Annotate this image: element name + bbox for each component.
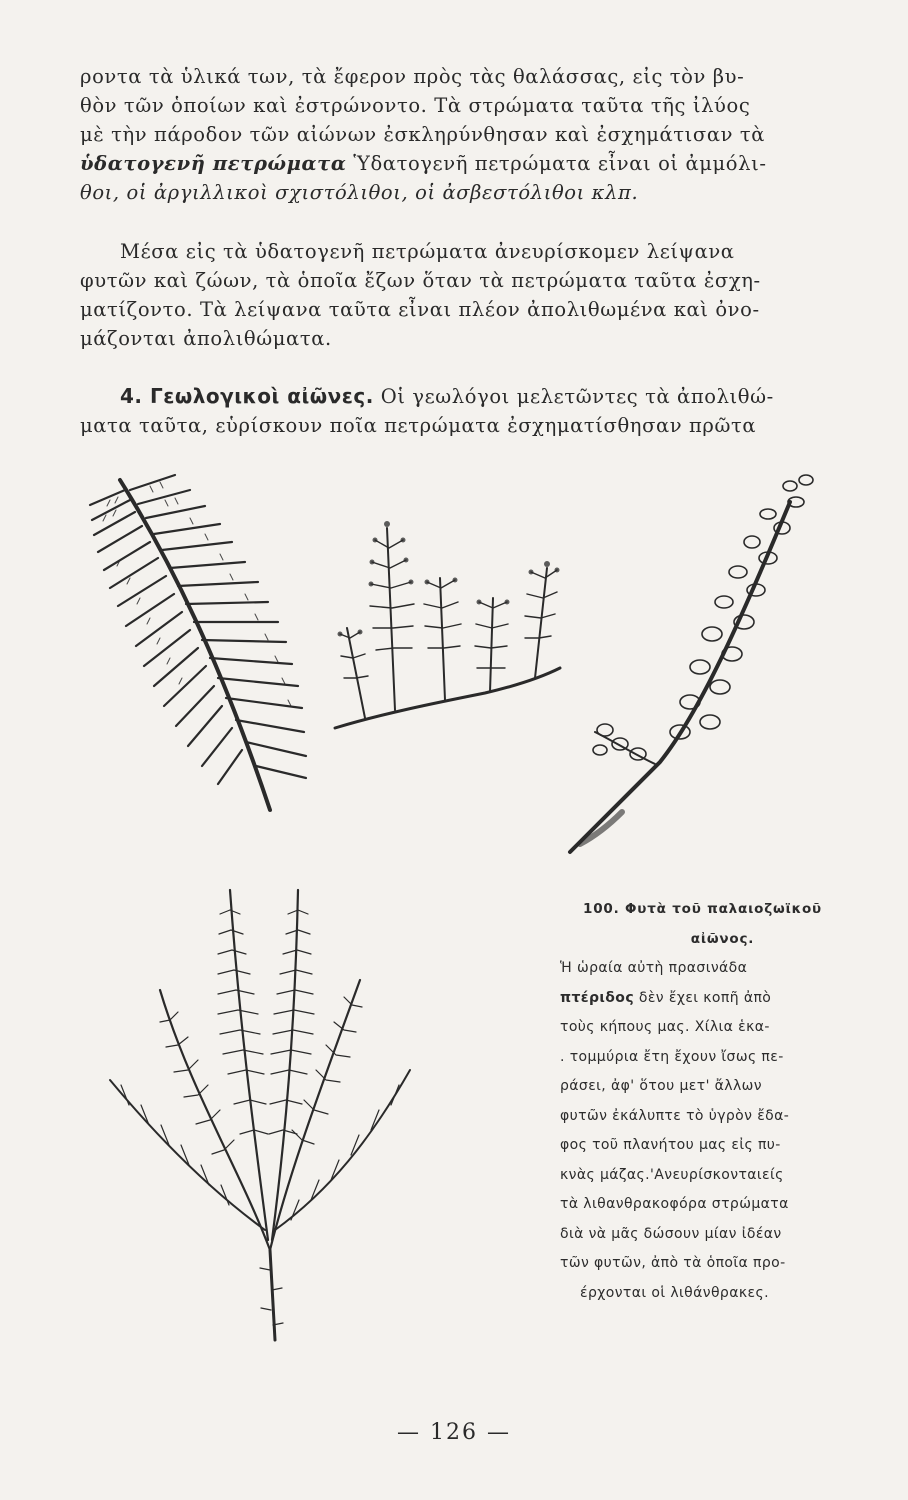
fern-frond-illustration bbox=[80, 460, 320, 820]
paragraph-2 bbox=[80, 237, 840, 353]
text-line: θοι, οἱ ἀργιλλικοὶ σχιστόλιθοι, οἱ ἀσβεστόλιθοι κλπ. bbox=[80, 181, 639, 204]
text-fragment: Ὑδατογενῆ πετρώματα εἶναι οἱ ἀμμόλι- bbox=[346, 152, 767, 175]
caption-title: 100. Φυτὰ τοῦ παλαιοζωϊκοῦ bbox=[583, 901, 822, 917]
section-4 bbox=[80, 382, 840, 440]
text-fragment: Οἱ γεωλόγοι μελετῶντες τὰ ἀπολιθώ- bbox=[373, 385, 774, 408]
caption-fragment: δὲν ἔχει κοπῆ ἀπὸ bbox=[634, 989, 772, 1006]
text-line: θὸν τῶν ὁποίων καὶ ἐστρώνοντο. Τὰ στρώματα ταῦτα τῆς ἰλύος bbox=[80, 94, 751, 117]
text-line bbox=[80, 149, 840, 178]
caption-line: φος τοῦ πλανήτου μας εἰς πυ- bbox=[560, 1137, 781, 1153]
caption-line bbox=[560, 984, 845, 1014]
caption-line: τὰ λιθανθρακοφόρα στρώματα bbox=[560, 1196, 789, 1212]
bold-term: ὑδατογενῆ πετρώματα bbox=[80, 152, 347, 175]
paragraph-1 bbox=[80, 62, 840, 207]
bracken-frond-illustration bbox=[100, 870, 420, 1350]
caption-line: ράσει, ἀφ' ὅτου μετ' ἄλλων bbox=[560, 1078, 763, 1094]
caption-line: τῶν φυτῶν, ἀπὸ τὰ ὁποῖα προ- bbox=[560, 1255, 786, 1271]
caption-title: αἰῶνος. bbox=[690, 930, 755, 947]
caption-bold-word: πτέριδος bbox=[560, 989, 635, 1006]
caption-line: κνὰς μάζας.'Ανευρίσκονταιείς bbox=[560, 1166, 784, 1183]
leaflet-frond-illustration bbox=[560, 462, 850, 862]
text-line: ροντα τὰ ὑλικά των, τὰ ἔφερον πρὸς τὰς θαλάσσας, εἰς τὸν βυ- bbox=[80, 65, 745, 88]
branched-fern-illustration bbox=[325, 488, 585, 738]
text-line: μάζονται ἀπολιθώματα. bbox=[80, 327, 332, 350]
page-number: — 126 — bbox=[397, 1420, 511, 1445]
caption-line: διὰ νὰ μᾶς δώσουν μίαν ἰδέαν bbox=[560, 1225, 782, 1242]
text-line: φυτῶν καὶ ζώων, τὰ ὁποῖα ἔζων ὅταν τὰ πετρώματα ταῦτα ἐσχη- bbox=[80, 269, 761, 292]
text-line: ματίζοντο. Τὰ λείψανα ταῦτα εἶναι πλέον ἀπολιθωμένα καὶ ὀνο- bbox=[80, 298, 760, 321]
figure-caption bbox=[560, 895, 845, 1308]
caption-line: έρχονται οἱ λιθάνθρακες. bbox=[580, 1284, 769, 1301]
text-line bbox=[80, 382, 840, 411]
caption-line: Ἡ ὡραία αὐτὴ πρασινάδα bbox=[560, 960, 748, 976]
caption-line: φυτῶν ἐκάλυπτε τὸ ὑγρὸν ἔδα- bbox=[560, 1107, 790, 1124]
caption-line: . τομμύρια ἔτη ἔχουν ἴσως πε- bbox=[560, 1048, 784, 1065]
text-line: μὲ τὴν πάροδον τῶν αἰώνων ἐσκληρύνθησαν καὶ ἐσχημάτισαν τὰ bbox=[80, 123, 766, 146]
section-heading: 4. Γεωλογικοὶ αἰῶνες. bbox=[120, 384, 374, 408]
text-line: ματα ταῦτα, εὑρίσκουν ποῖα πετρώματα ἐσχηματίσθησαν πρῶτα bbox=[80, 414, 757, 437]
caption-line: τοὺς κήπους μας. Χίλια ἑκα- bbox=[560, 1019, 770, 1035]
text-line: Μέσα εἰς τὰ ὑδατογενῆ πετρώματα ἀνευρίσκομεν λείψανα bbox=[120, 240, 735, 263]
